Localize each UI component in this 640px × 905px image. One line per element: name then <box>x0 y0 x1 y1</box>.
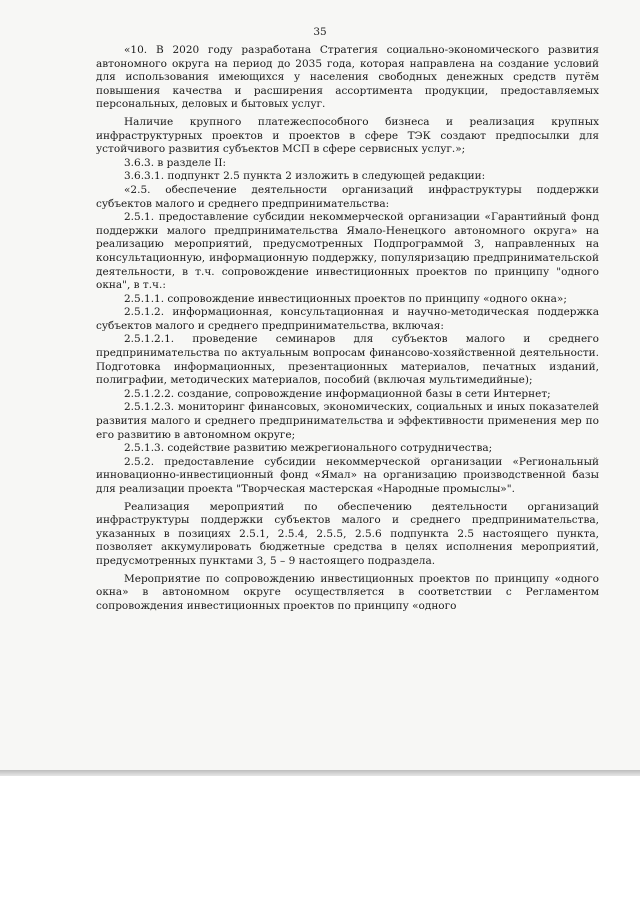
paragraph-item-2-5-1-2: 2.5.1.2. информационная, консультационная и научно-методическая поддержка субъектов малого и среднего предпринимательства, включая: <box>96 306 599 332</box>
paragraph-item-2-5: «2.5. обеспечение деятельности организаций инфраструктуры поддержки субъектов малого и среднего предпринимательства: <box>96 183 599 210</box>
paragraph-strategy-2020: «10. В 2020 году разработана Стратегия социально-экономического развития автономного округа на период до 2035 года, которая направлена на создание условий для использования имеющихся у населения свободных денежных средств путём повышения качества и расширения ассортимента продукции, предоставляемых персональных, деловых и бытовых услуг. <box>96 44 599 111</box>
paragraph-item-2-5-1-2-2: 2.5.1.2.2. создание, сопровождение информационной базы в сети Интернет; <box>124 387 551 400</box>
paragraph-item-2-5-1-3: 2.5.1.3. содействие развитию межрегионального сотрудничества; <box>124 442 493 455</box>
document-body <box>96 44 599 613</box>
paragraph-implementation: Реализация мероприятий по обеспечению деятельности организаций инфраструктуры поддержки субъектов малого и среднего предпринимательства, указанных в позициях 2.5.1, 2.5.4, 2.5.5, 2.5.6 подпункта 2.5 настоящего пункта, позволяет аккумулировать бюджетные средства в целях исполнения мероприятий, предусмотренных пунктами 3, 5 – 9 настоящего подраздела. <box>96 500 599 567</box>
paragraph-item-2-5-1-1: 2.5.1.1. сопровождение инвестиционных проектов по принципу «одного окна»; <box>124 292 567 305</box>
paragraph-item-2-5-2: 2.5.2. предоставление субсидии некоммерческой организации «Региональный инновационно-инвестиционный фонд «Ямал» на организацию производственной базы для реализации проекта "Творческая мастерская «Народные промыслы»". <box>96 455 599 495</box>
page-number: 35 <box>313 26 327 38</box>
paragraph-large-business: Наличие крупного платежеспособного бизнеса и реализация крупных инфраструктурных проектов и проектов в сфере ТЭК создают предпосылки для устойчивого развития субъектов МСП в сфере сервисных услуг.»; <box>96 115 599 156</box>
blank-area <box>0 776 640 905</box>
paragraph-section-2-heading: 3.6.3. в разделе II: <box>124 156 227 169</box>
paragraph-one-window: Мероприятие по сопровождению инвестиционных проектов по принципу «одного окна» в автономном округе осуществляется в соответствии с Регламентом сопровождения инвестиционных проектов по принципу «одного <box>96 572 599 612</box>
paragraph-item-2-5-1-2-1: 2.5.1.2.1. проведение семинаров для субъектов малого и среднего предпринимательства по актуальным вопросам финансово-хозяйственной деятельности. Подготовка информационных, презентационных материалов, печатных изданий, полиграфии, методических материалов, пособий (включая мультимедийные); <box>96 333 599 387</box>
paragraph-item-2-5-1-2-3: 2.5.1.2.3. мониторинг финансовых, экономических, социальных и иных показателей развития малого и среднего предпринимательства и эффективности применения мер по его развитию в автономном округе; <box>96 401 599 441</box>
paragraph-item-2-5-1: 2.5.1. предоставление субсидии некоммерческой организации «Гарантийный фонд поддержки малого предпринимательства Ямало-Ненецкого автономного округа» на реализацию мероприятий, предусмотренных Подпрограммой 3, направленных на консультационную, информационную поддержку, популяризацию предпринимательской деятельности, в т.ч. сопровождение инвестиционных проектов по принципу "одного окна", в т.ч.: <box>96 211 599 292</box>
paragraph-subitem-amendment: 3.6.3.1. подпункт 2.5 пункта 2 изложить в следующей редакции: <box>124 170 486 183</box>
